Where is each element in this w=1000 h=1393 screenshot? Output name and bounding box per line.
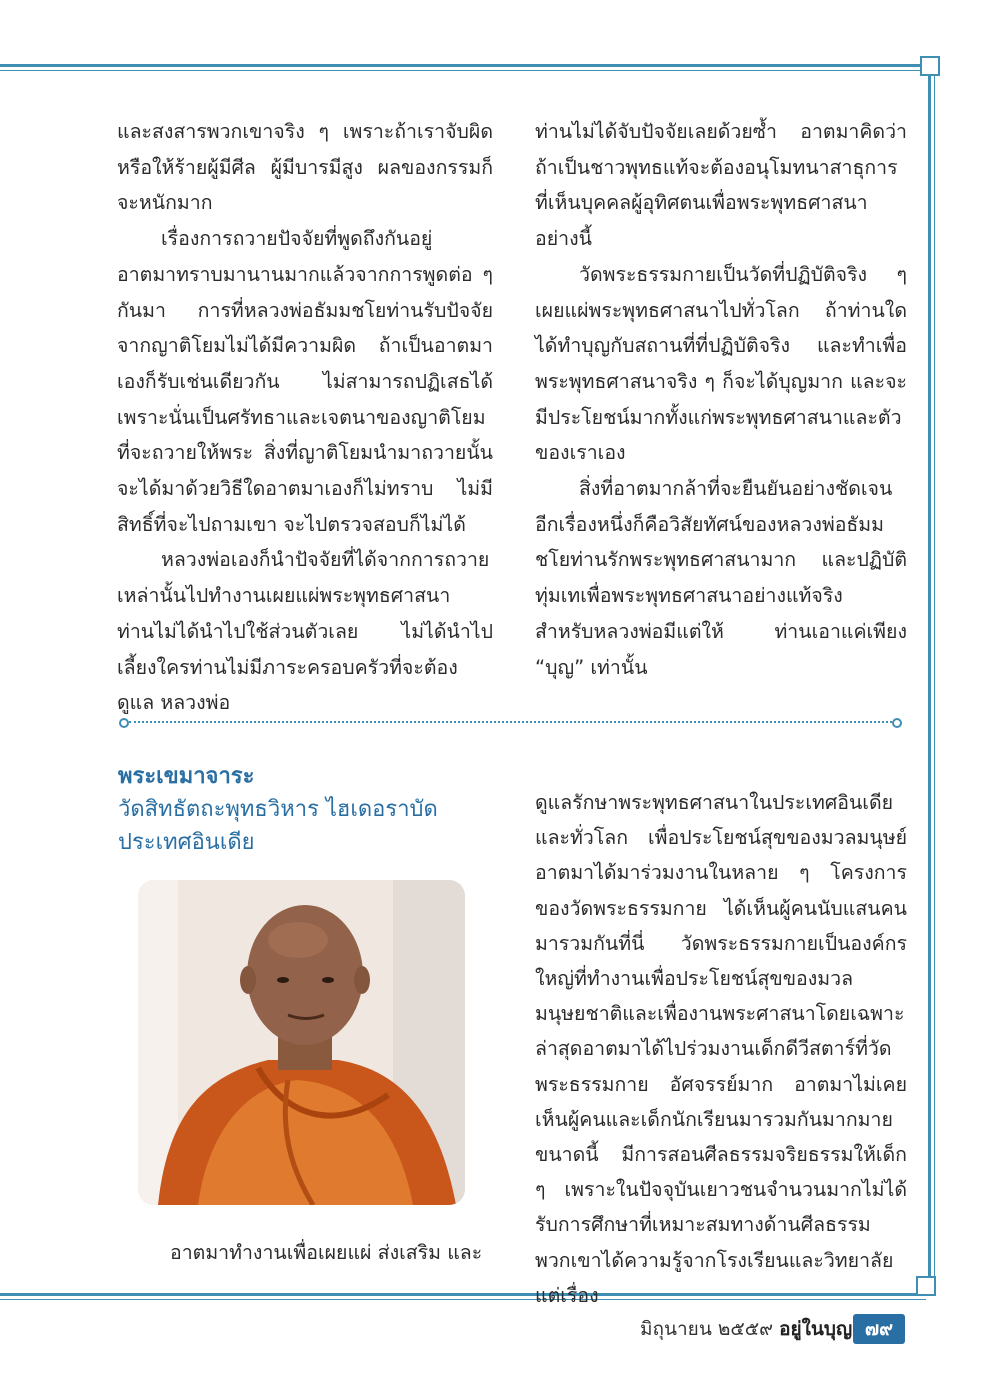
frame-right-line-inner: [934, 70, 935, 1280]
frame-corner-ornament: [920, 56, 940, 76]
speaker-country: ประเทศอินเดีย: [118, 830, 255, 855]
paragraph: ท่านไม่ได้จับปัจจัยเลยด้วยซ้ำ อาตมาคิดว่าถ้าเป็นชาวพุทธแท้จะต้องอนุโมทนาสาธุการที่เห็นบุคคลผู้อุทิศตนเพื่อพระพุทธศาสนาอย่างนี้: [535, 120, 907, 251]
paragraph: วัดพระธรรมกายเป็นวัดที่ปฏิบัติจริง ๆ เผยแผ่พระพุทธศาสนาไปทั่วโลก ถ้าท่านใดได้ทำบุญกับสถานที่ที่ปฏิบัติจริง และทำเพื่อพระพุทธศาสนาจริง ๆ ก็จะได้บุญมาก และจะมีประโยชน์มากทั้งแก่พระพุทธศาสนาและตัวของเราเอง: [535, 262, 907, 465]
magazine-title: อยู่ในบุญ: [779, 1318, 853, 1340]
portrait-illustration: [138, 880, 465, 1205]
frame-corner-ornament: [916, 1276, 936, 1296]
right-column: [535, 114, 907, 685]
lower-right-column: [535, 785, 907, 1313]
frame-top-line: [0, 64, 930, 67]
caption-text: [170, 1235, 493, 1271]
divider-dotted-line: [129, 721, 892, 723]
speaker-heading: [118, 760, 498, 859]
paragraph: และสงสารพวกเขาจริง ๆ เพราะถ้าเราจับผิดหรือให้ร้ายผู้มีศีล ผู้มีบารมีสูง ผลของกรรมก็จะหนักมาก: [117, 120, 493, 215]
frame-top-line-inner: [0, 70, 926, 71]
paragraph: ดูแลรักษาพระพุทธศาสนาในประเทศอินเดียและทั่วโลก เพื่อประโยชน์สุขของมวลมนุษย์ อาตมาได้มาร่วมงานในหลาย ๆ โครงการของวัดพระธรรมกาย ได้เห็นผู้คนนับแสนคนมารวมกันที่นี่ วัดพระธรรมกายเป็นองค์กรใหญ่ที่ทำงานเพื่อประโยชน์สุขของมวลมนุษยชาติและเพื่องานพระศาสนาโดยเฉพาะ ล่าสุดอาตมาได้ไปร่วมงานเด็กดีวีสตาร์ที่วัดพระธรรมกาย อัศจรรย์มาก อาตมาไม่เคยเห็นผู้คนและเด็กนักเรียนมารวมกันมากมายขนาดนี้ มีการสอนศีลธรรมจริยธรรมให้เด็ก ๆ เพราะในปัจจุบันเยาวชนจำนวนมากไม่ได้รับการศึกษาที่เหมาะสมทางด้านศีลธรรม พวกเขาได้ความรู้จากโรงเรียนและวิทยาลัย แต่เรื่อง: [535, 791, 907, 1307]
left-column: [117, 114, 493, 721]
paragraph: เรื่องการถวายปัจจัยที่พูดถึงกันอยู่ อาตมาทราบมานานมากแล้วจากการพูดต่อ ๆ กันมา การที่หลวงพ่อธัมมชโยท่านรับปัจจัยจากญาติโยมไม่ได้มีความผิด ถ้าเป็นอาตมาเองก็รับเช่นเดียวกัน ไม่สามารถปฏิเสธได้ เพราะนั่นเป็นศรัทธาและเจตนาของญาติโยมที่จะถวายให้พระ สิ่งที่ญาติโยมนำมาถวายนั้นจะได้มาด้วยวิธีใดอาตมาเองก็ไม่ทราบ ไม่มีสิทธิ์ที่จะไปถามเขา จะไปตรวจสอบก็ไม่ได้: [117, 227, 493, 536]
divider-end-dot: [892, 718, 902, 728]
footer: [640, 1315, 852, 1343]
paragraph: หลวงพ่อเองก็นำปัจจัยที่ได้จากการถวายเหล่านั้นไปทำงานเผยแผ่พระพุทธศาสนา ท่านไม่ได้นำไปใช้ส่วนตัวเลย ไม่ได้นำไปเลี้ยงใครท่านไม่มีภาระครอบครัวที่จะต้องดูแล หลวงพ่อ: [117, 548, 493, 715]
monk-portrait-photo: [138, 880, 465, 1205]
speaker-temple: วัดสิทธัตถะพุทธวิหาร ไฮเดอราบัด: [118, 797, 438, 822]
speaker-name: พระเขมาจาระ: [118, 764, 255, 789]
issue-date: มิถุนายน ๒๕๕๙: [640, 1318, 774, 1340]
section-divider: [119, 718, 902, 726]
frame-right-line: [928, 64, 931, 1284]
paragraph: อาตมาทำงานเพื่อเผยแผ่ ส่งเสริม และ: [170, 1241, 483, 1264]
paragraph: สิ่งที่อาตมากล้าที่จะยืนยันอย่างชัดเจนอีกเรื่องหนึ่งก็คือวิสัยทัศน์ของหลวงพ่อธัมมชโยท่านรักพระพุทธศาสนามาก และปฏิบัติทุ่มเทเพื่อพระพุทธศาสนาอย่างแท้จริง สำหรับหลวงพ่อมีแต่ให้ ท่านเอาแค่เพียง “บุญ” เท่านั้น: [535, 477, 907, 679]
divider-end-dot: [119, 718, 129, 728]
page-number: ๗๙: [853, 1314, 905, 1344]
